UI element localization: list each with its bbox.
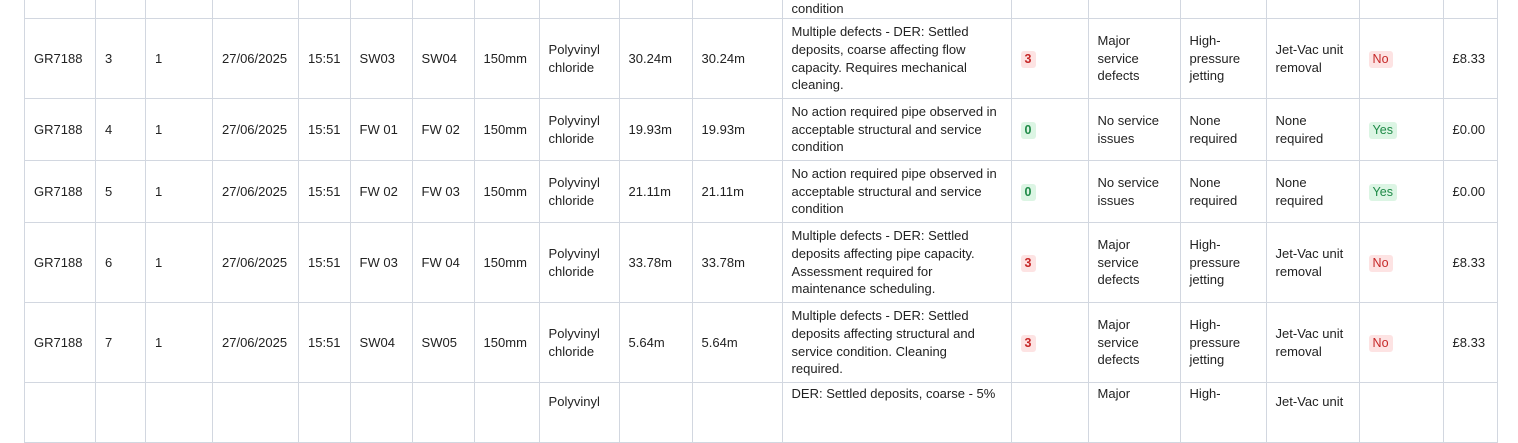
method-text: Jet-Vac unit <box>1275 394 1344 409</box>
service-grade-cell <box>1088 383 1180 443</box>
ok-cell <box>1359 0 1443 19</box>
method-cell: Jet-Vac unit removal <box>1266 303 1359 383</box>
action-cell: None required <box>1180 99 1266 161</box>
job-cell: GR7188 <box>25 19 96 99</box>
total-length-cell: 21.11m <box>692 161 782 223</box>
action-cell: High-pressure jetting <box>1180 19 1266 99</box>
job-cell: GR7188 <box>25 99 96 161</box>
material-cell <box>539 0 619 19</box>
observation-cell <box>782 383 1011 443</box>
date-cell: 27/06/2025 <box>213 161 299 223</box>
status-badge: No <box>1369 255 1393 272</box>
status-badge: Yes <box>1369 184 1397 201</box>
score-cell <box>1011 0 1088 19</box>
material-cell <box>539 383 619 443</box>
ok-cell <box>1359 223 1443 303</box>
end-node-cell: SW05 <box>412 303 474 383</box>
time-cell: 15:51 <box>299 99 351 161</box>
score-badge: 3 <box>1021 255 1036 272</box>
table-row[interactable] <box>25 0 1498 19</box>
time-cell <box>299 383 351 443</box>
section-cell: 5 <box>96 161 146 223</box>
diameter-cell: 150mm <box>474 303 539 383</box>
start-node-cell: FW 01 <box>350 99 412 161</box>
diameter-cell: 150mm <box>474 19 539 99</box>
score-badge: 3 <box>1021 51 1036 68</box>
surveyed-length-cell: 30.24m <box>619 19 692 99</box>
method-cell <box>1266 383 1359 443</box>
diameter-cell: 150mm <box>474 99 539 161</box>
surveyed-length-cell <box>619 0 692 19</box>
count-cell: 1 <box>146 161 213 223</box>
time-cell <box>299 0 351 19</box>
table-row[interactable] <box>25 99 1498 161</box>
survey-table <box>24 0 1498 443</box>
end-node-cell: FW 03 <box>412 161 474 223</box>
status-badge: Yes <box>1369 122 1397 139</box>
section-cell <box>96 383 146 443</box>
diameter-cell <box>474 383 539 443</box>
action-text: High- <box>1189 386 1221 401</box>
end-node-cell: SW04 <box>412 19 474 99</box>
surveyed-length-cell: 19.93m <box>619 99 692 161</box>
time-cell: 15:51 <box>299 19 351 99</box>
surveyed-length-cell: 21.11m <box>619 161 692 223</box>
action-cell <box>1180 0 1266 19</box>
cost-cell: £8.33 <box>1443 223 1497 303</box>
cost-cell <box>1443 0 1497 19</box>
date-cell: 27/06/2025 <box>213 223 299 303</box>
surveyed-length-cell: 33.78m <box>619 223 692 303</box>
end-node-cell <box>412 0 474 19</box>
score-cell <box>1011 161 1088 223</box>
score-cell <box>1011 223 1088 303</box>
time-cell: 15:51 <box>299 161 351 223</box>
material-cell: Polyvinyl chloride <box>539 19 619 99</box>
job-cell: GR7188 <box>25 161 96 223</box>
cost-cell: £0.00 <box>1443 99 1497 161</box>
ok-cell <box>1359 303 1443 383</box>
material-cell: Polyvinyl chloride <box>539 161 619 223</box>
time-cell: 15:51 <box>299 223 351 303</box>
action-cell: High-pressure jetting <box>1180 303 1266 383</box>
service-grade-cell: Major service defects <box>1088 223 1180 303</box>
count-cell: 1 <box>146 303 213 383</box>
cost-cell: £8.33 <box>1443 303 1497 383</box>
start-node-cell: SW03 <box>350 19 412 99</box>
status-badge: No <box>1369 335 1393 352</box>
observation-cell: No action required pipe observed in acceptable structural and service condition <box>782 99 1011 161</box>
score-cell <box>1011 383 1088 443</box>
score-badge: 3 <box>1021 335 1036 352</box>
date-cell <box>213 0 299 19</box>
start-node-cell: SW04 <box>350 303 412 383</box>
score-badge: 0 <box>1021 122 1036 139</box>
date-cell: 27/06/2025 <box>213 303 299 383</box>
section-cell <box>96 0 146 19</box>
observation-cell <box>782 0 1011 19</box>
end-node-cell: FW 02 <box>412 99 474 161</box>
ok-cell <box>1359 99 1443 161</box>
total-length-cell: 30.24m <box>692 19 782 99</box>
section-cell: 7 <box>96 303 146 383</box>
table-row[interactable] <box>25 223 1498 303</box>
surveyed-length-cell: 5.64m <box>619 303 692 383</box>
material-cell: Polyvinyl chloride <box>539 99 619 161</box>
score-cell <box>1011 303 1088 383</box>
action-cell: High-pressure jetting <box>1180 223 1266 303</box>
observation-text: condition <box>791 1 844 17</box>
method-cell: Jet-Vac unit removal <box>1266 223 1359 303</box>
total-length-cell: 5.64m <box>692 303 782 383</box>
ok-cell <box>1359 19 1443 99</box>
cost-cell: £8.33 <box>1443 19 1497 99</box>
table-row[interactable] <box>25 161 1498 223</box>
start-node-cell <box>350 383 412 443</box>
method-cell: None required <box>1266 161 1359 223</box>
observation-cell: No action required pipe observed in acceptable structural and service condition <box>782 161 1011 223</box>
job-cell <box>25 383 96 443</box>
start-node-cell <box>350 0 412 19</box>
end-node-cell: FW 04 <box>412 223 474 303</box>
date-cell: 27/06/2025 <box>213 99 299 161</box>
diameter-cell <box>474 0 539 19</box>
table-row[interactable] <box>25 19 1498 99</box>
service-grade-cell: No service issues <box>1088 161 1180 223</box>
count-cell <box>146 0 213 19</box>
section-cell: 4 <box>96 99 146 161</box>
start-node-cell: FW 02 <box>350 161 412 223</box>
total-length-cell: 33.78m <box>692 223 782 303</box>
total-length-cell <box>692 0 782 19</box>
count-cell: 1 <box>146 99 213 161</box>
observation-cell: Multiple defects - DER: Settled deposits, coarse affecting flow capacity. Requires mechanical cleaning. <box>782 19 1011 99</box>
total-length-cell: 19.93m <box>692 99 782 161</box>
total-length-cell <box>692 383 782 443</box>
count-cell <box>146 383 213 443</box>
score-cell <box>1011 19 1088 99</box>
date-cell <box>213 383 299 443</box>
surveyed-length-cell <box>619 383 692 443</box>
job-cell: GR7188 <box>25 303 96 383</box>
ok-cell <box>1359 161 1443 223</box>
diameter-cell: 150mm <box>474 161 539 223</box>
section-cell: 6 <box>96 223 146 303</box>
score-badge: 0 <box>1021 184 1036 201</box>
end-node-cell <box>412 383 474 443</box>
ok-cell <box>1359 383 1443 443</box>
status-badge: No <box>1369 51 1393 68</box>
date-cell: 27/06/2025 <box>213 19 299 99</box>
time-cell: 15:51 <box>299 303 351 383</box>
service-grade-cell: No service issues <box>1088 99 1180 161</box>
material-cell: Polyvinyl chloride <box>539 303 619 383</box>
service-grade-cell <box>1088 0 1180 19</box>
table-row[interactable] <box>25 383 1498 443</box>
observation-cell: Multiple defects - DER: Settled deposits affecting structural and service condition. Cleaning required. <box>782 303 1011 383</box>
count-cell: 1 <box>146 19 213 99</box>
method-cell: Jet-Vac unit removal <box>1266 19 1359 99</box>
score-cell <box>1011 99 1088 161</box>
service-grade-cell: Major service defects <box>1088 19 1180 99</box>
cost-cell: £0.00 <box>1443 161 1497 223</box>
table-row[interactable] <box>25 303 1498 383</box>
observation-cell: Multiple defects - DER: Settled deposits affecting pipe capacity. Assessment required for maintenance scheduling. <box>782 223 1011 303</box>
method-cell: None required <box>1266 99 1359 161</box>
count-cell: 1 <box>146 223 213 303</box>
service-grade-cell: Major service defects <box>1088 303 1180 383</box>
cost-cell <box>1443 383 1497 443</box>
job-cell <box>25 0 96 19</box>
job-cell: GR7188 <box>25 223 96 303</box>
material-text: Polyvinyl <box>548 394 600 409</box>
section-cell: 3 <box>96 19 146 99</box>
service-grade-text: Major <box>1097 386 1131 401</box>
observation-text: DER: Settled deposits, coarse - 5% <box>791 386 996 401</box>
action-cell: None required <box>1180 161 1266 223</box>
method-cell <box>1266 0 1359 19</box>
material-cell: Polyvinyl chloride <box>539 223 619 303</box>
action-cell <box>1180 383 1266 443</box>
start-node-cell: FW 03 <box>350 223 412 303</box>
diameter-cell: 150mm <box>474 223 539 303</box>
